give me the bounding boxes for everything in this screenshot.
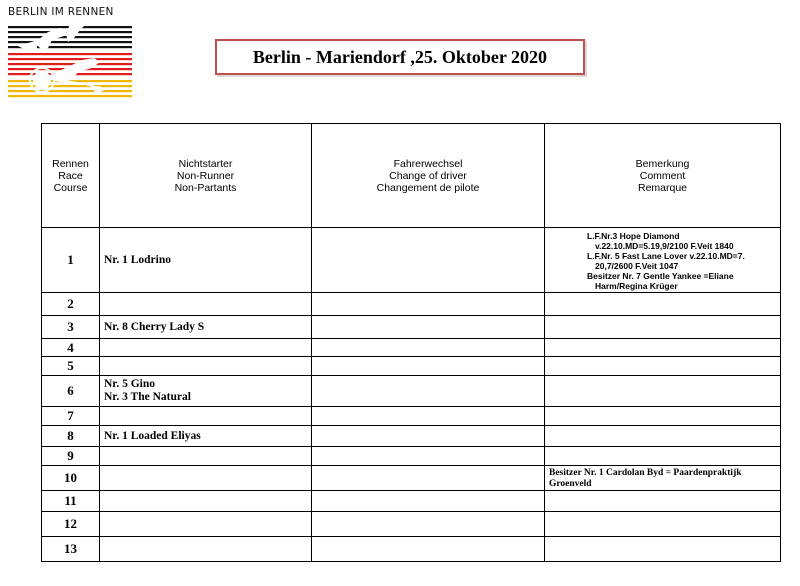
remark-line: Groenveld [549,479,592,489]
nonrunner-cell [100,228,312,293]
header-nonrunner-en: Non-Runner [176,169,235,182]
header-driver-fr: Changement de pilote [376,181,480,194]
header-nonrunner [100,124,312,228]
remark-line: Besitzer Nr. 1 Cardolan Byd = Paardenpraktijk [549,468,742,478]
header-driver-en: Change of driver [389,169,467,182]
remark-cell [545,357,781,376]
header-race [42,124,100,228]
remark-cell [545,491,781,512]
table-row [42,426,781,447]
race-number: 11 [42,491,100,512]
race-number: 1 [42,228,100,293]
table-row [42,293,781,316]
title-box [215,39,585,75]
logo [8,6,132,102]
remark-cell [545,293,781,316]
table-row [42,316,781,339]
driver-cell [312,407,545,426]
nonrunner-cell [100,376,312,407]
remark-line: Harm/Regina Krüger [595,281,678,291]
race-number: 8 [42,426,100,447]
remark-cell [545,512,781,537]
logo-graphic [8,20,132,102]
table-row [42,537,781,562]
remark-cell [545,339,781,357]
header-driver-de: Fahrerwechsel [393,157,463,170]
remark-line: L.F.Nr.3 Hope Diamond [587,231,680,241]
driver-cell [312,357,545,376]
table-row [42,357,781,376]
driver-cell [312,228,545,293]
nonrunner-entry: Nr. 5 Gino [104,378,156,390]
header-row [42,124,781,228]
nonrunner-entry: Nr. 8 Cherry Lady S [104,320,205,333]
driver-cell [312,512,545,537]
remark-line: L.F.Nr. 5 Fast Lane Lover v.22.10.MD=7. [587,251,745,261]
remark-cell [545,447,781,466]
logo-text: BERLIN IM RENNEN [8,6,114,18]
driver-cell [312,491,545,512]
header-race-fr: Course [53,181,88,194]
header-driver [312,124,545,228]
nonrunner-cell [100,491,312,512]
driver-cell [312,447,545,466]
remark-cell [545,537,781,562]
remark-cell [545,376,781,407]
nonrunner-cell [100,466,312,491]
header-remark-fr: Remarque [637,181,688,194]
race-number: 7 [42,407,100,426]
nonrunner-cell [100,447,312,466]
race-number: 12 [42,512,100,537]
race-number: 13 [42,537,100,562]
race-number: 10 [42,466,100,491]
driver-cell [312,293,545,316]
header-race-de: Rennen [52,157,89,170]
nonrunner-entry: Nr. 3 The Natural [104,391,191,403]
page-title: Berlin - Mariendorf ,25. Oktober 2020 [252,46,548,67]
nonrunner-cell [100,316,312,339]
table-row [42,376,781,407]
nonrunner-cell [100,537,312,562]
non-runner-table [41,123,781,562]
remark-cell [545,426,781,447]
header-remark-de: Bemerkung [635,157,690,170]
race-number: 2 [42,293,100,316]
driver-cell [312,339,545,357]
driver-cell [312,426,545,447]
remark-cell [545,466,781,491]
header-race-en: Race [58,169,83,182]
driver-cell [312,376,545,407]
remark-line: 20,7/2600 F.Veit 1047 [595,261,679,271]
table-row [42,512,781,537]
table-row [42,447,781,466]
remark-line: Besitzer Nr. 7 Gentle Yankee =Eliane [587,271,734,281]
race-number: 6 [42,376,100,407]
nonrunner-entry: Nr. 1 Lodrino [104,253,171,266]
nonrunner-cell [100,407,312,426]
race-number: 3 [42,316,100,339]
table-row [42,407,781,426]
table-row [42,339,781,357]
table-row [42,228,781,293]
header-nonrunner-de: Nichtstarter [178,157,233,170]
header-remark [545,124,781,228]
remark-cell [545,228,781,293]
driver-cell [312,537,545,562]
nonrunner-cell [100,512,312,537]
nonrunner-entry: Nr. 1 Loaded Eliyas [104,429,201,442]
nonrunner-cell [100,339,312,357]
driver-cell [312,466,545,491]
race-number: 9 [42,447,100,466]
race-number: 5 [42,357,100,376]
header-nonrunner-fr: Non-Partants [174,181,237,194]
table-row [42,466,781,491]
nonrunner-cell [100,426,312,447]
remark-line: v.22.10.MD=5.19,9/2100 F.Veit 1840 [595,241,734,251]
header-remark-en: Comment [639,169,686,182]
remark-cell [545,407,781,426]
driver-cell [312,316,545,339]
race-number: 4 [42,339,100,357]
nonrunner-cell [100,357,312,376]
table-row [42,491,781,512]
remark-cell [545,316,781,339]
nonrunner-cell [100,293,312,316]
